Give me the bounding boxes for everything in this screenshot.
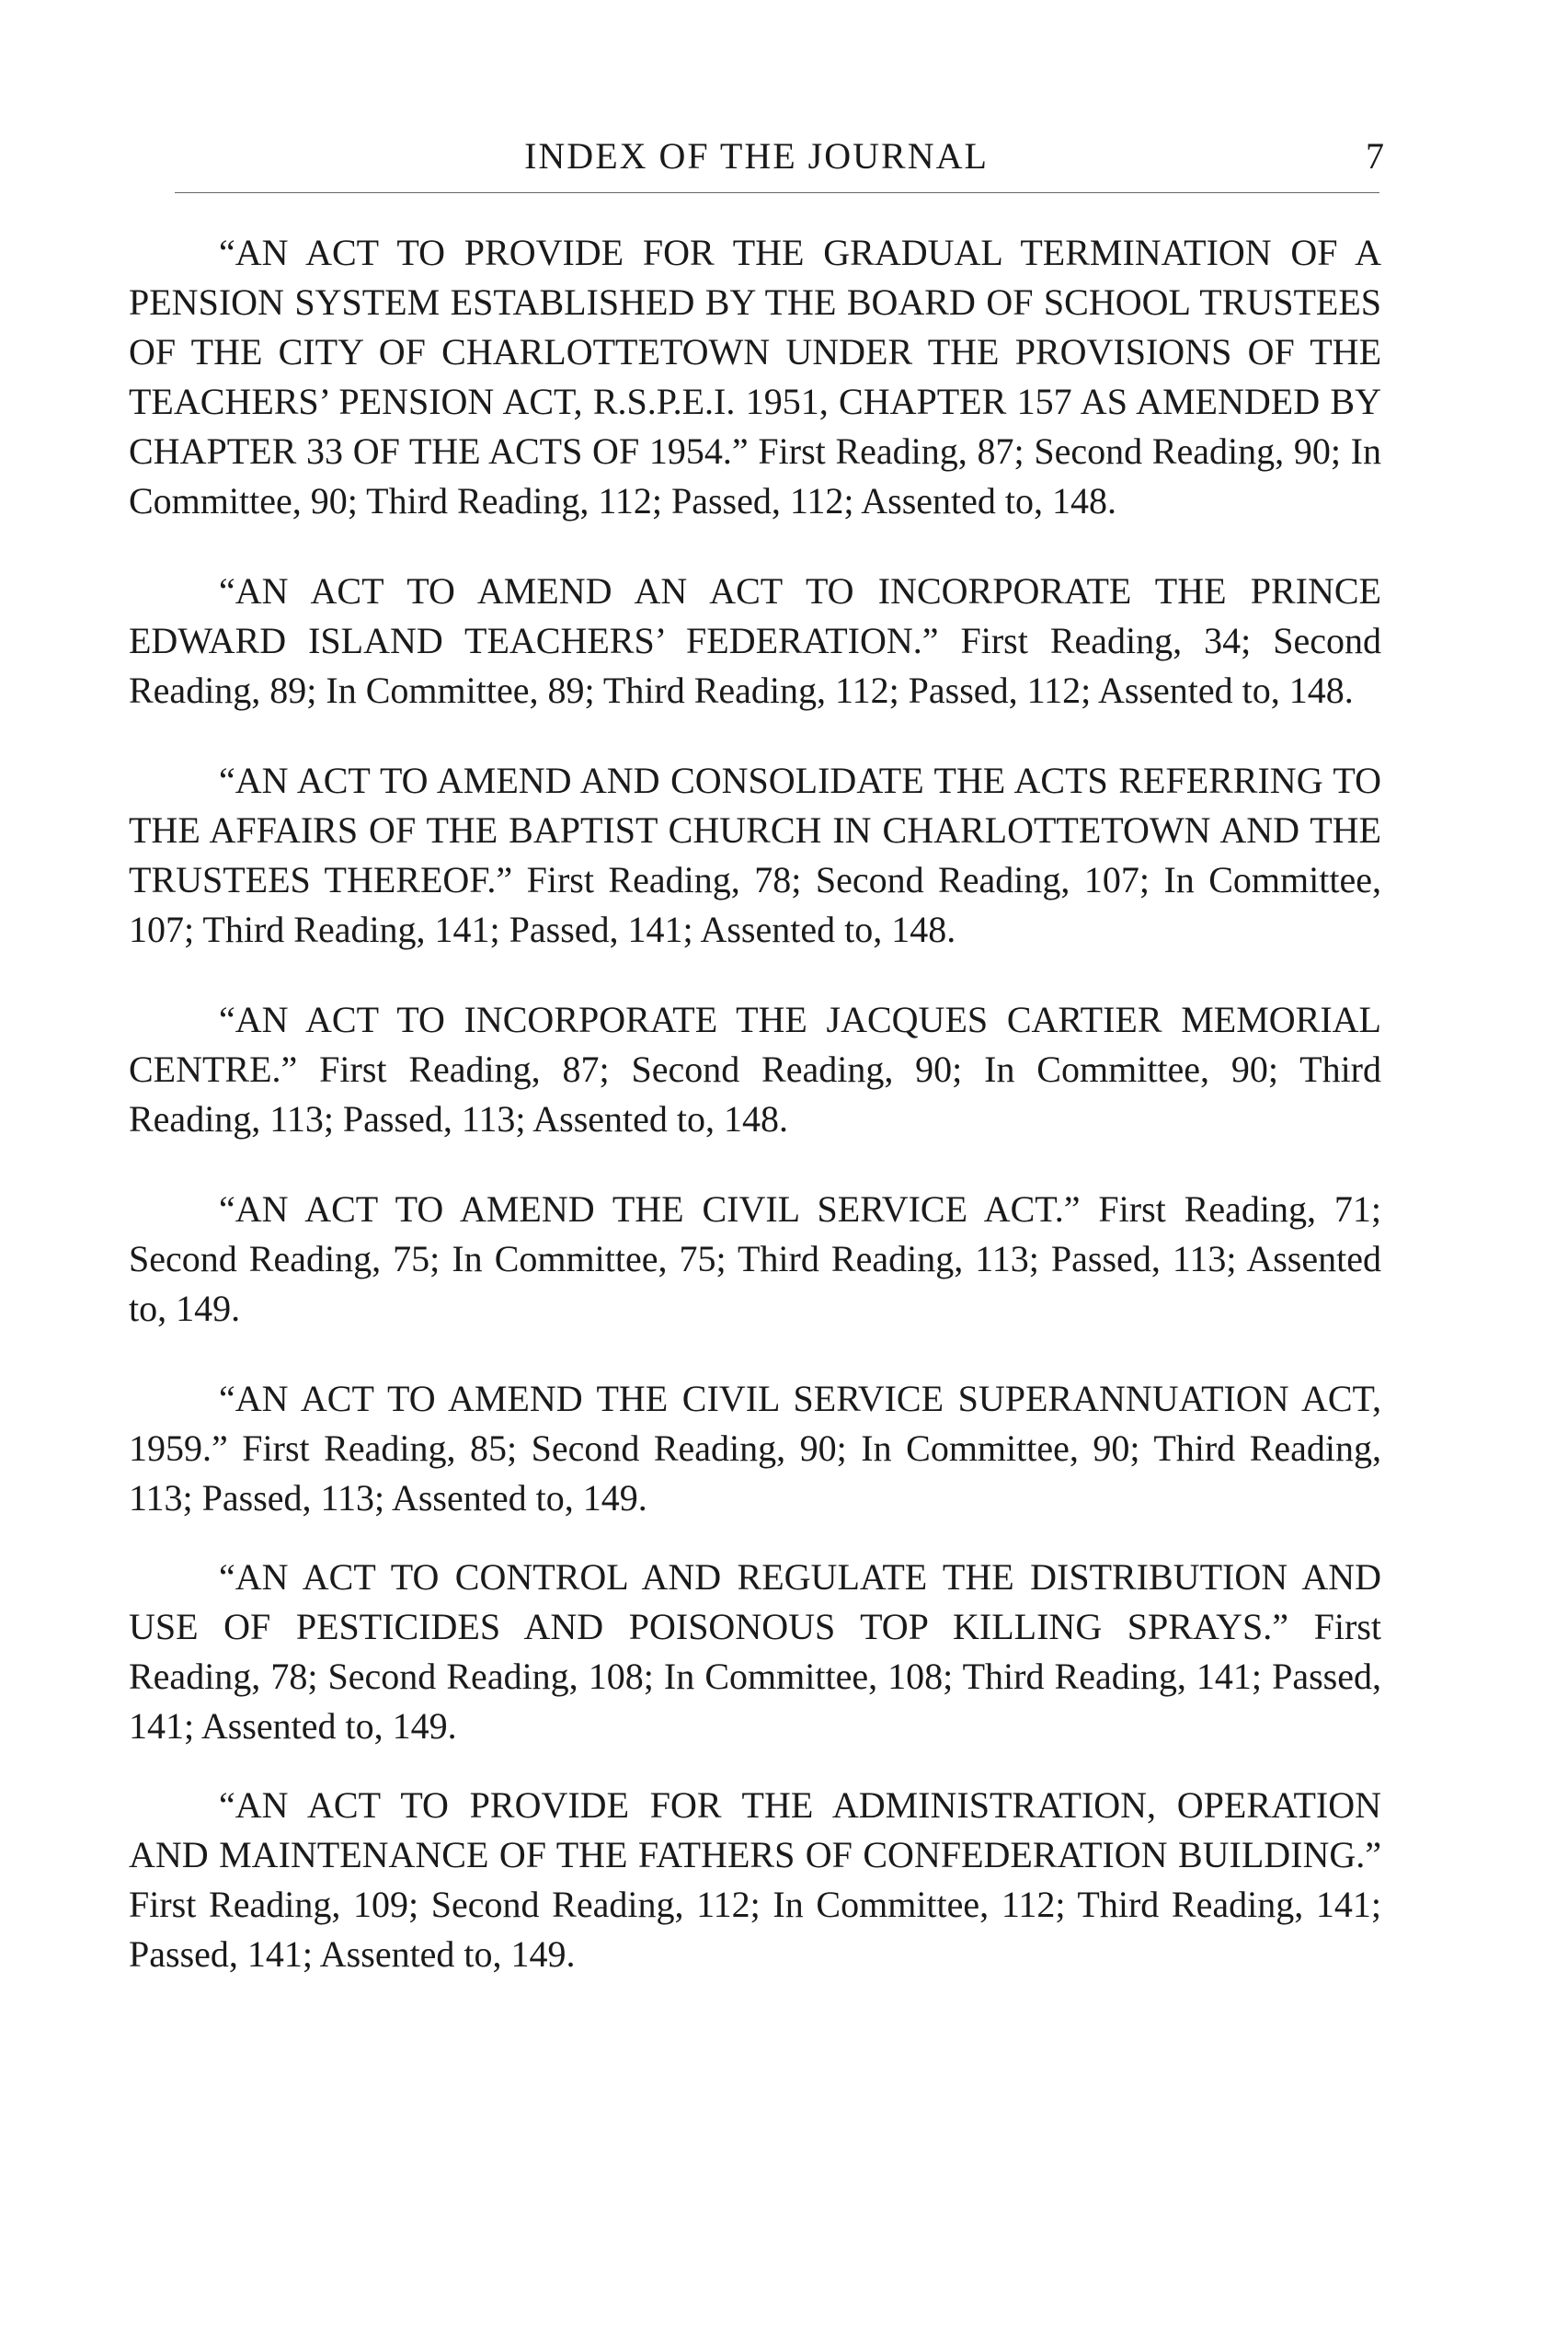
index-entry: “AN ACT TO AMEND AN ACT TO INCORPORATE THE PRINCE EDWARD ISLAND TEACHERS’ FEDERATION.” First Reading, 34; Second Reading, 89; In Committee, 89; Third Reading, 112; Passed, 112; Assented to, 148. xyxy=(129,570,1381,711)
page-number: 7 xyxy=(1366,135,1384,177)
header-rule xyxy=(175,192,1379,193)
page-header xyxy=(129,129,1384,184)
index-entry: “AN ACT TO AMEND THE CIVIL SERVICE SUPERANNUATION ACT, 1959.” First Reading, 85; Second Reading, 90; In Committee, 90; Third Reading, 113; Passed, 113; Assented to, 149. xyxy=(129,1378,1381,1519)
running-title: INDEX OF THE JOURNAL xyxy=(524,135,989,177)
index-entry: “AN ACT TO AMEND AND CONSOLIDATE THE ACTS REFERRING TO THE AFFAIRS OF THE BAPTIST CHURCH IN CHARLOTTETOWN AND THE TRUSTEES THEREOF.” First Reading, 78; Second Reading, 107; In Committee, 107; Third Reading, 141; Passed, 141; Assented to, 148. xyxy=(129,760,1381,950)
index-entry: “AN ACT TO PROVIDE FOR THE GRADUAL TERMINATION OF A PENSION SYSTEM ESTABLISHED BY THE BOARD OF SCHOOL TRUSTEES OF THE CITY OF CHARLOTTETOWN UNDER THE PROVISIONS OF THE TEACHERS’ PENSION ACT, R.S.P.E.I. 1951, CHAPTER 157 AS AMENDED BY CHAPTER 33 OF THE ACTS OF 1954.” First Reading, 87; Second Reading, 90; In Committee, 90; Third Reading, 112; Passed, 112; Assented to, 148. xyxy=(129,232,1381,522)
index-entries xyxy=(129,228,1381,2020)
index-entry: “AN ACT TO AMEND THE CIVIL SERVICE ACT.” First Reading, 71; Second Reading, 75; In Committee, 75; Third Reading, 113; Passed, 113; Assented to, 149. xyxy=(129,1188,1381,1329)
index-entry: “AN ACT TO CONTROL AND REGULATE THE DISTRIBUTION AND USE OF PESTICIDES AND POISONOUS TOP KILLING SPRAYS.” First Reading, 78; Second Reading, 108; In Committee, 108; Third Reading, 141; Passed, 141; Assented to, 149. xyxy=(129,1556,1381,1747)
index-entry: “AN ACT TO PROVIDE FOR THE ADMINISTRATION, OPERATION AND MAINTENANCE OF THE FATHERS OF CONFEDERATION BUILDING.” First Reading, 109; Second Reading, 112; In Committee, 112; Third Reading, 141; Passed, 141; Assented to, 149. xyxy=(129,1784,1381,1975)
index-entry: “AN ACT TO INCORPORATE THE JACQUES CARTIER MEMORIAL CENTRE.” First Reading, 87; Second Reading, 90; In Committee, 90; Third Reading, 113; Passed, 113; Assented to, 148. xyxy=(129,999,1381,1140)
